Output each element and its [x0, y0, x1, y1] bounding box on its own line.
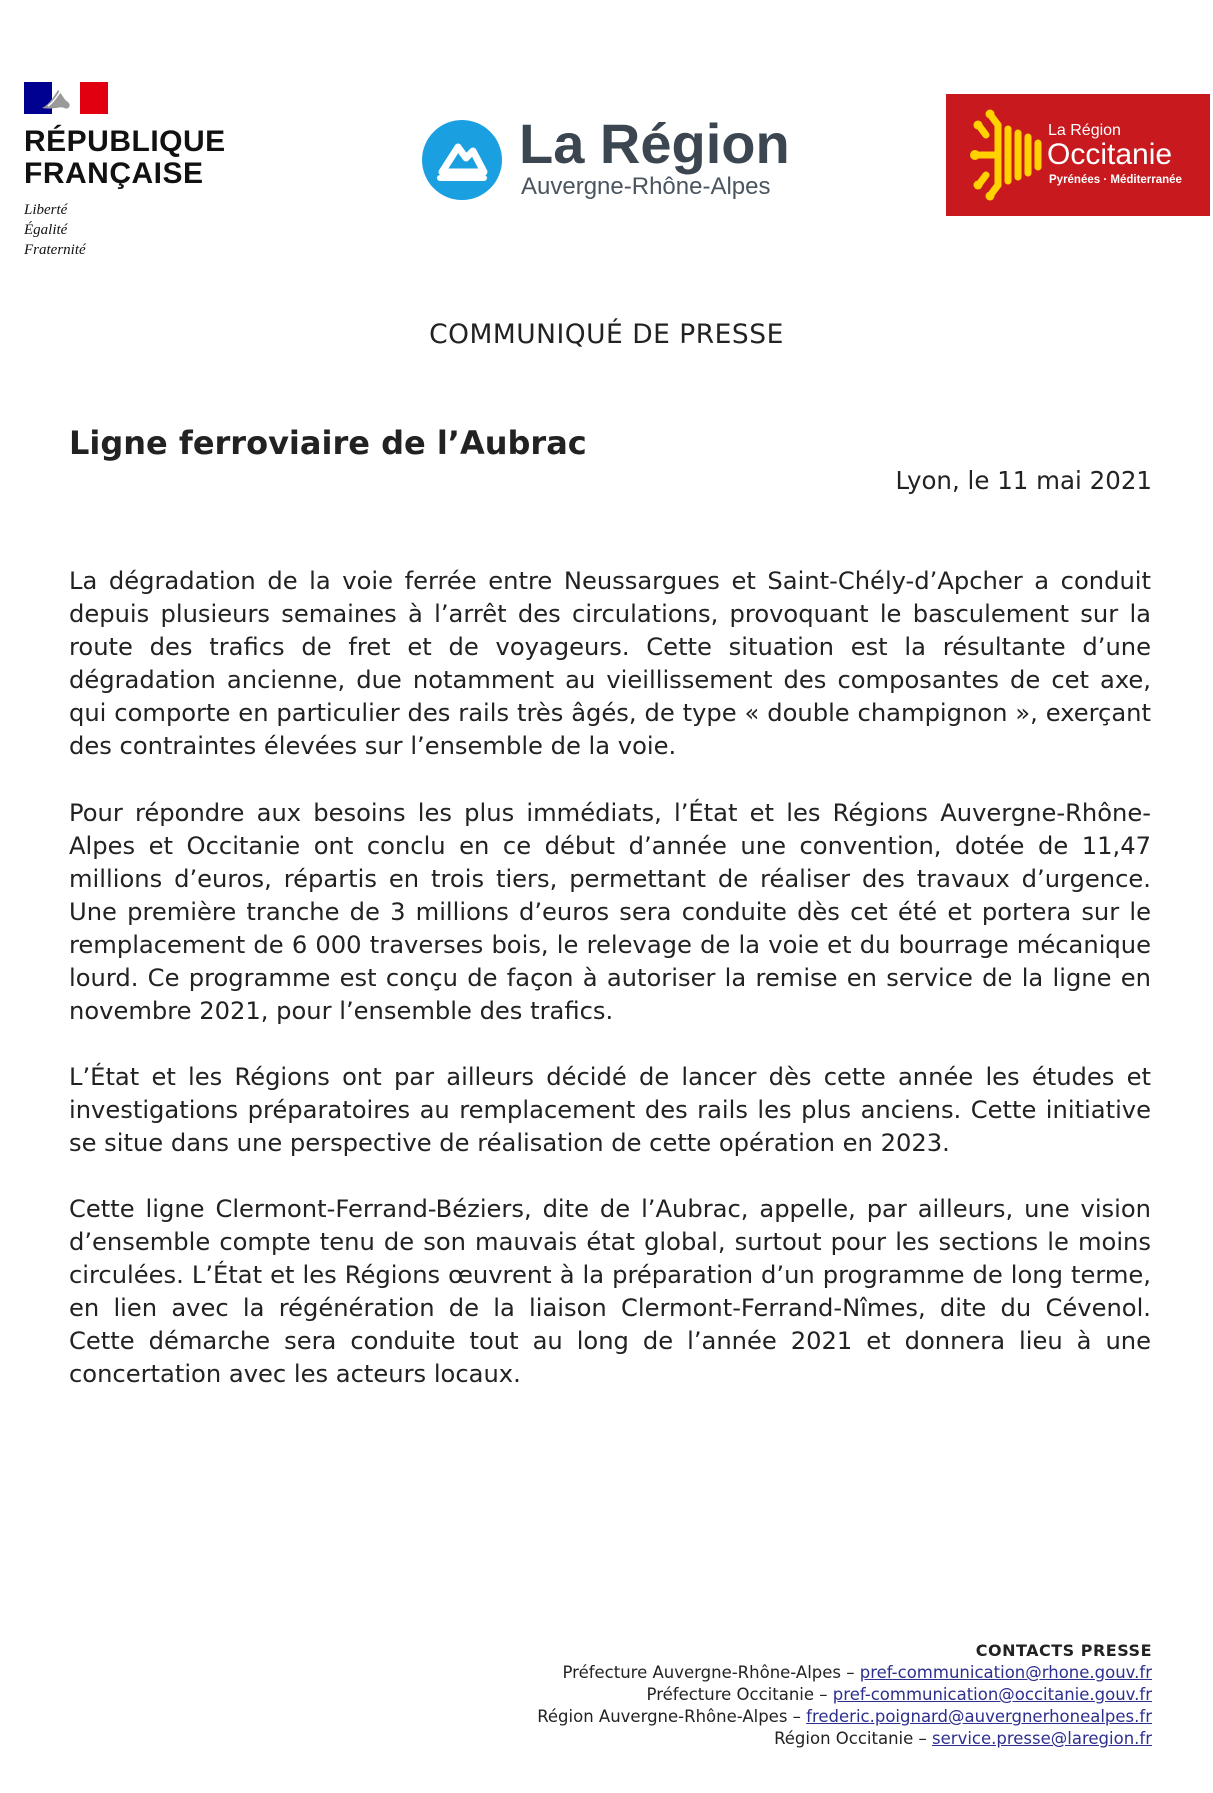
document-title: Ligne ferroviaire de l’Aubrac: [69, 424, 587, 462]
contacts-title: CONTACTS PRESSE: [975, 1641, 1152, 1660]
region-ara-subtitle: Auvergne-Rhône-Alpes: [521, 173, 771, 200]
paragraph-1: La dégradation de la voie ferrée entre Neussargues et Saint-Chély-d’Apcher a conduit depuis plusieurs semaines à l’arrêt des circulations, provoquant le basculement sur la route des trafics de fret et de voyageurs. Cette situation est la résultante d’une dégradation ancienne, due notamment au vieillissement des composantes de cet axe, qui comporte en particulier des rails très âgés, de type « double champignon », exerçant des contraintes élevées sur l’ensemble de la voie.: [69, 567, 1151, 760]
press-contacts: [537, 1640, 1152, 1750]
region-occitanie-pre: La Région: [1048, 122, 1121, 139]
motto-fraternite: Fraternité: [24, 242, 86, 258]
region-occitanie-name: Occitanie: [1047, 138, 1173, 171]
document-date: Lyon, le 11 mai 2021: [895, 466, 1152, 495]
occitan-cross-icon: [956, 105, 1056, 205]
region-ara-title: La Région: [519, 112, 790, 175]
document-type: COMMUNIQUÉ DE PRESSE: [429, 319, 784, 350]
contact-line: [537, 1728, 1152, 1750]
paragraph-3: L’État et les Régions ont par ailleurs décidé de lancer dès cette année les études et investigations préparatoires au remplacement des rails les plus anciens. Cette initiative se situe dans une perspective de réalisation de cette opération en 2023.: [69, 1063, 1151, 1157]
contact-label: Préfecture Occitanie –: [646, 1685, 833, 1704]
marianne-flag-icon: [24, 82, 108, 114]
republique-motto: [24, 200, 234, 260]
contact-label: Préfecture Auvergne-Rhône-Alpes –: [562, 1663, 860, 1682]
motto-egalite: Égalité: [24, 222, 68, 238]
region-occitanie-logo: [946, 94, 1210, 216]
motto-liberte: Liberté: [24, 202, 68, 218]
region-occitanie-subtitle: Pyrénées · Méditerranée: [1049, 174, 1182, 186]
contact-line: [537, 1706, 1152, 1728]
republique-line-2: FRANÇAISE: [24, 157, 204, 190]
republique-francaise-logo: [24, 82, 234, 260]
contact-email-link[interactable]: pref-communication@rhone.gouv.fr: [859, 1663, 1152, 1682]
contact-label: Région Occitanie –: [774, 1729, 933, 1748]
contact-line: [537, 1662, 1152, 1684]
paragraph-4: Cette ligne Clermont-Ferrand-Béziers, dite de l’Aubrac, appelle, par ailleurs, une vision d’ensemble compte tenu de son mauvais état global, surtout pour les sections le moins circulées. L’État et les Régions œuvrent à la préparation d’un programme de long terme, en lien avec la régénération de la liaison Clermont-Ferrand-Nîmes, dite du Cévenol. Cette démarche sera conduite tout au long de l’année 2021 et donnera lieu à une concertation avec les acteurs locaux.: [69, 1195, 1151, 1388]
contact-email-link[interactable]: pref-communication@occitanie.gouv.fr: [832, 1685, 1152, 1704]
mountain-logo-icon: [422, 120, 502, 200]
contact-line: [537, 1684, 1152, 1706]
contact-email-link[interactable]: service.presse@laregion.fr: [932, 1729, 1152, 1748]
paragraph-2: Pour répondre aux besoins les plus immédiats, l’État et les Régions Auvergne-Rhône-Alpes et Occitanie ont conclu en ce début d’année une convention, dotée de 11,47 millions d’euros, répartis en trois tiers, permettant de réaliser des travaux d’urgence. Une première tranche de 3 millions d’euros sera conduite dès cet été et portera sur le remplacement de 6 000 traverses bois, le relevage de la voie et du bourrage mécanique lourd. Ce programme est conçu de façon à autoriser la remise en service de la ligne en novembre 2021, pour l’ensemble des trafics.: [69, 799, 1151, 1025]
republique-line-1: RÉPUBLIQUE: [24, 125, 226, 158]
region-ara-logo: [422, 112, 822, 212]
contact-email-link[interactable]: frederic.poignard@auvergnerhonealpes.fr: [806, 1707, 1152, 1726]
contact-label: Région Auvergne-Rhône-Alpes –: [537, 1707, 807, 1726]
